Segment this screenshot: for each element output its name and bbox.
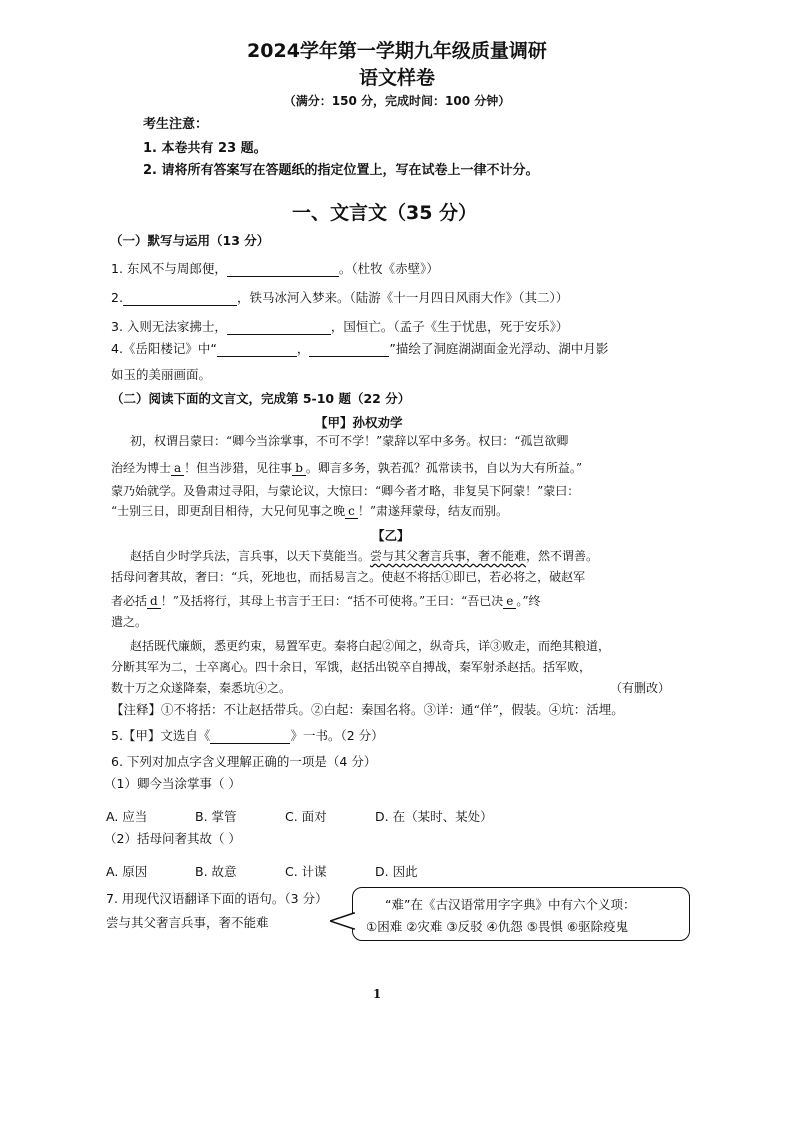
q6-option-2a[interactable]: A. 原因 — [106, 864, 148, 879]
jia-line-1: 初，权谓吕蒙曰：“卿今当涂掌事，不可不学！”蒙辞以军中多务。权曰：“孤岂欲卿 — [130, 434, 569, 448]
yi-line-1-a: 赵括自少时学兵法，言兵事，以天下莫能当。 — [130, 549, 371, 563]
yi-line-3-b: ！”及括将行，其母上书言于王曰：“括不可使将。”王曰：“吾已决 — [160, 594, 504, 608]
exam-subtitle: 语文样卷 — [358, 67, 435, 89]
question-4-line2: 如玉的美丽画面。 — [111, 367, 212, 382]
page-number: 1 — [372, 987, 382, 1001]
q2-prefix: 2. — [111, 290, 123, 305]
question-2 — [111, 288, 568, 306]
exam-meta: （满分：150 分，完成时间：100 分钟） — [283, 94, 511, 108]
blank-a: a — [171, 461, 184, 476]
q6-option-2c[interactable]: C. 计谋 — [285, 864, 327, 879]
part2-title: （二）阅读下面的文言文，完成第 5-10 题（22 分） — [111, 391, 411, 406]
jia-line-3: 蒙乃始就学。及鲁肃过寻阳，与蒙论议，大惊曰：“卿今者才略，非复吴下阿蒙！”蒙曰： — [111, 484, 580, 498]
q1-prefix: 1. 东风不与周郎便， — [111, 261, 227, 276]
blank-b: b — [292, 461, 306, 476]
question-5 — [111, 726, 384, 744]
q6-option-2d[interactable]: D. 因此 — [375, 864, 418, 879]
blank-c: c — [345, 504, 358, 519]
q6-option-2b[interactable]: B. 故意 — [195, 864, 237, 879]
q3-answer-blank[interactable] — [227, 320, 331, 335]
jia-line-2 — [111, 462, 582, 474]
q5-suffix: 》一书。（2 分） — [290, 728, 384, 743]
yi-line-3 — [111, 595, 541, 607]
abridged-note: （有删改） — [610, 681, 671, 695]
q5-answer-blank[interactable] — [210, 729, 290, 744]
q2-suffix: ，铁马冰河入梦来。（陆游《十一月四日风雨大作》（其二）） — [236, 290, 569, 305]
yi-line-3-c: 。”终 — [516, 594, 541, 608]
q4-mid: ， — [296, 341, 310, 356]
yi-highlighted-sentence: 尝与其父奢言兵事，奢不能难 — [370, 549, 527, 563]
jia-line-2-b: ！但当涉猎，见往事 — [184, 461, 293, 475]
yi-line-1-b: ，然不谓善。 — [526, 549, 599, 563]
blank-d: d — [147, 594, 161, 609]
yi-line-3-a: 者必括 — [111, 594, 148, 608]
q1-suffix: 。（杜牧《赤壁》） — [338, 261, 439, 276]
callout-pointer — [330, 911, 356, 931]
jia-line-4 — [111, 505, 508, 517]
part1-title: （一）默写与运用（13 分） — [110, 233, 270, 248]
yi-line-5: 赵括既代廉颇，悉更约束，易置军吏。秦将白起②闻之，纵奇兵，详③败走，而绝其粮道， — [130, 639, 611, 653]
exam-title: 2024学年第一学期九年级质量调研 — [247, 40, 547, 62]
q4-prefix: 4.《岳阳楼记》中“ — [111, 341, 217, 356]
jia-line-4-b: ！”肃遂拜蒙母，结友而别。 — [357, 504, 509, 518]
yi-line-2: 括母问奢其故，奢曰：“兵，死地也，而括易言之。使赵不将括①即已，若必将之，破赵军 — [111, 570, 586, 584]
annotation: 【注释】①不将括：不让赵括带兵。②白起：秦国名将。③详：通“佯”，假装。④坑：活埋。 — [111, 702, 624, 717]
question-7-sentence: 尝与其父奢言兵事，奢不能难 — [106, 915, 269, 930]
notice-item-1: 1. 本卷共有 23 题。 — [143, 141, 267, 156]
question-4 — [111, 339, 608, 357]
jia-line-2-c: 。卿言多务，孰若孤？孤常读书，自以为大有所益。” — [305, 461, 583, 475]
yi-line-1 — [130, 550, 598, 562]
q6-option-1c[interactable]: C. 面对 — [285, 809, 327, 824]
blank-e: e — [503, 594, 516, 609]
notice-item-2: 2. 请将所有答案写在答题纸的指定位置上，写在试卷上一律不计分。 — [143, 163, 539, 178]
question-1 — [111, 259, 439, 277]
notice-heading: 考生注意： — [143, 117, 209, 132]
yi-line-4: 遣之。 — [111, 615, 148, 629]
q6-option-1a[interactable]: A. 应当 — [106, 809, 148, 824]
passage-yi-title: 【乙】 — [372, 528, 410, 543]
q2-answer-blank[interactable] — [123, 291, 237, 306]
q6-option-1b[interactable]: B. 掌管 — [195, 809, 237, 824]
question-6-sub1: （1）卿今当涂掌事（ ） — [104, 776, 241, 791]
question-6-stem: 6. 下列对加点字含义理解正确的一项是（4 分） — [111, 754, 377, 769]
q3-suffix: ，国恒亡。（孟子《生于忧患，死于安乐》） — [330, 319, 569, 334]
question-6-sub2: （2）括母问奢其故（ ） — [104, 831, 241, 846]
q6-option-1d[interactable]: D. 在（某时、某处） — [375, 809, 493, 824]
jia-line-2-a: 治经为博士 — [111, 461, 172, 475]
question-7-stem: 7. 用现代汉语翻译下面的语句。（3 分） — [106, 891, 328, 906]
q4-answer-blank-2[interactable] — [309, 342, 389, 357]
passage-jia-title: 【甲】孙权劝学 — [315, 415, 403, 430]
q5-prefix: 5.【甲】文选自《 — [111, 728, 211, 743]
question-3 — [111, 317, 568, 335]
yi-line-7: 数十万之众遂降秦，秦悉坑④之。 — [111, 681, 292, 695]
q4-answer-blank-1[interactable] — [217, 342, 297, 357]
q4-suffix: ”描绘了洞庭湖湖面金光浮动、湖中月影 — [389, 341, 609, 356]
jia-line-4-a: “士别三日，即更刮目相待，大兄何见事之晚 — [111, 504, 346, 518]
yi-line-6: 分断其军为二，士卒离心。四十余日，军饿，赵括出锐卒自搏战，秦军射杀赵括。括军败， — [111, 660, 592, 674]
q1-answer-blank[interactable] — [227, 262, 339, 277]
section-title: 一、文言文（35 分） — [292, 202, 478, 224]
callout-line-2: ①困难 ②灾难 ③反驳 ④仇怨 ⑤畏惧 ⑥驱除疫鬼 — [366, 919, 629, 934]
q3-prefix: 3. 入则无法家拂士， — [111, 319, 227, 334]
callout-line-1: “难”在《古汉语常用字字典》中有六个义项： — [385, 897, 636, 912]
